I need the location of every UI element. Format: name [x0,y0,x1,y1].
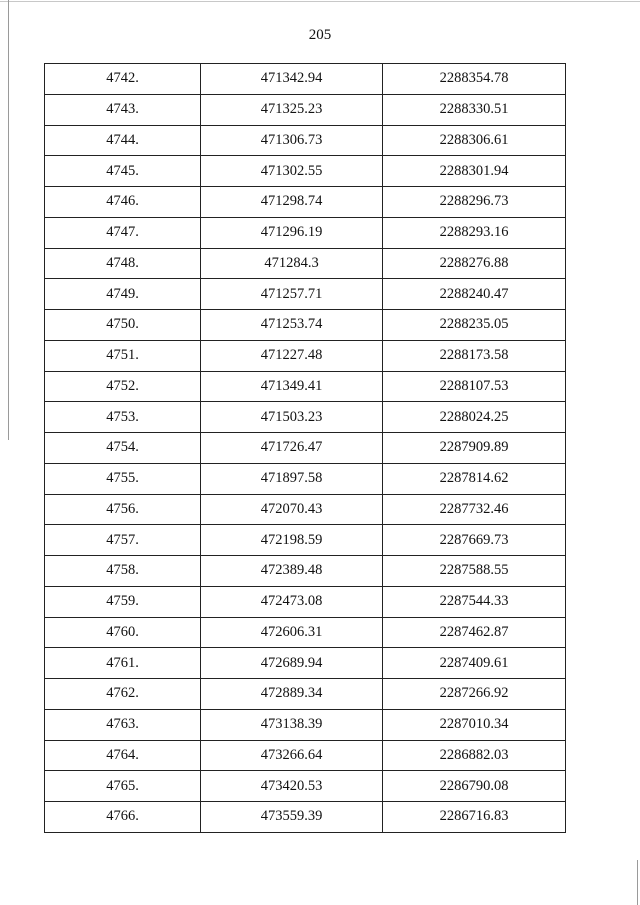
y-coordinate-cell: 2288240.47 [383,279,566,310]
table-row [45,125,566,156]
x-coordinate-cell: 473420.53 [201,771,383,802]
point-number-cell: 4743. [45,94,201,125]
point-number-cell: 4744. [45,125,201,156]
table-row [45,648,566,679]
table-row [45,433,566,464]
x-coordinate-cell: 471284.3 [201,248,383,279]
table-row [45,556,566,587]
point-number-cell: 4757. [45,525,201,556]
y-coordinate-cell: 2288293.16 [383,217,566,248]
point-number-cell: 4759. [45,586,201,617]
x-coordinate-cell: 471227.48 [201,340,383,371]
x-coordinate-cell: 473559.39 [201,802,383,833]
x-coordinate-cell: 473266.64 [201,740,383,771]
y-coordinate-cell: 2288173.58 [383,340,566,371]
table-row [45,217,566,248]
y-coordinate-cell: 2287909.89 [383,433,566,464]
y-coordinate-cell: 2287266.92 [383,679,566,710]
y-coordinate-cell: 2288301.94 [383,156,566,187]
x-coordinate-cell: 471298.74 [201,187,383,218]
table-row [45,248,566,279]
x-coordinate-cell: 471349.41 [201,371,383,402]
y-coordinate-cell: 2288296.73 [383,187,566,218]
table-row [45,617,566,648]
table-row [45,740,566,771]
table-row [45,279,566,310]
point-number-cell: 4763. [45,709,201,740]
table-row [45,771,566,802]
y-coordinate-cell: 2288354.78 [383,64,566,95]
point-number-cell: 4761. [45,648,201,679]
x-coordinate-cell: 472198.59 [201,525,383,556]
y-coordinate-cell: 2287814.62 [383,463,566,494]
x-coordinate-cell: 471342.94 [201,64,383,95]
coordinates-table-body [45,64,566,833]
table-row [45,310,566,341]
x-coordinate-cell: 473138.39 [201,709,383,740]
y-coordinate-cell: 2287409.61 [383,648,566,679]
table-row [45,463,566,494]
scan-edge-right [637,860,638,905]
point-number-cell: 4766. [45,802,201,833]
y-coordinate-cell: 2287010.34 [383,709,566,740]
x-coordinate-cell: 472389.48 [201,556,383,587]
y-coordinate-cell: 2288306.61 [383,125,566,156]
point-number-cell: 4762. [45,679,201,710]
table-row [45,64,566,95]
point-number-cell: 4764. [45,740,201,771]
table-row [45,494,566,525]
table-row [45,525,566,556]
x-coordinate-cell: 471503.23 [201,402,383,433]
scan-edge-left [8,0,9,440]
x-coordinate-cell: 472689.94 [201,648,383,679]
x-coordinate-cell: 471296.19 [201,217,383,248]
y-coordinate-cell: 2288330.51 [383,94,566,125]
table-row [45,94,566,125]
page-number: 205 [308,27,332,43]
point-number-cell: 4750. [45,310,201,341]
point-number-cell: 4751. [45,340,201,371]
table-row [45,709,566,740]
point-number-cell: 4753. [45,402,201,433]
y-coordinate-cell: 2288024.25 [383,402,566,433]
y-coordinate-cell: 2286716.83 [383,802,566,833]
point-number-cell: 4754. [45,433,201,464]
y-coordinate-cell: 2286882.03 [383,740,566,771]
y-coordinate-cell: 2287462.87 [383,617,566,648]
y-coordinate-cell: 2287669.73 [383,525,566,556]
x-coordinate-cell: 471257.71 [201,279,383,310]
y-coordinate-cell: 2287732.46 [383,494,566,525]
x-coordinate-cell: 471726.47 [201,433,383,464]
point-number-cell: 4758. [45,556,201,587]
point-number-cell: 4752. [45,371,201,402]
point-number-cell: 4745. [45,156,201,187]
coordinates-table [44,63,566,833]
scan-edge-top [0,1,640,2]
y-coordinate-cell: 2287544.33 [383,586,566,617]
y-coordinate-cell: 2288235.05 [383,310,566,341]
table-row [45,586,566,617]
x-coordinate-cell: 472473.08 [201,586,383,617]
table-row [45,802,566,833]
x-coordinate-cell: 472070.43 [201,494,383,525]
point-number-cell: 4746. [45,187,201,218]
x-coordinate-cell: 472889.34 [201,679,383,710]
table-row [45,402,566,433]
table-row [45,371,566,402]
y-coordinate-cell: 2288276.88 [383,248,566,279]
x-coordinate-cell: 471897.58 [201,463,383,494]
y-coordinate-cell: 2288107.53 [383,371,566,402]
x-coordinate-cell: 471302.55 [201,156,383,187]
table-row [45,187,566,218]
table-row [45,679,566,710]
x-coordinate-cell: 471306.73 [201,125,383,156]
point-number-cell: 4742. [45,64,201,95]
point-number-cell: 4749. [45,279,201,310]
table-row [45,156,566,187]
point-number-cell: 4756. [45,494,201,525]
y-coordinate-cell: 2287588.55 [383,556,566,587]
table-row [45,340,566,371]
point-number-cell: 4747. [45,217,201,248]
y-coordinate-cell: 2286790.08 [383,771,566,802]
x-coordinate-cell: 471253.74 [201,310,383,341]
x-coordinate-cell: 471325.23 [201,94,383,125]
point-number-cell: 4765. [45,771,201,802]
point-number-cell: 4748. [45,248,201,279]
point-number-cell: 4755. [45,463,201,494]
x-coordinate-cell: 472606.31 [201,617,383,648]
point-number-cell: 4760. [45,617,201,648]
